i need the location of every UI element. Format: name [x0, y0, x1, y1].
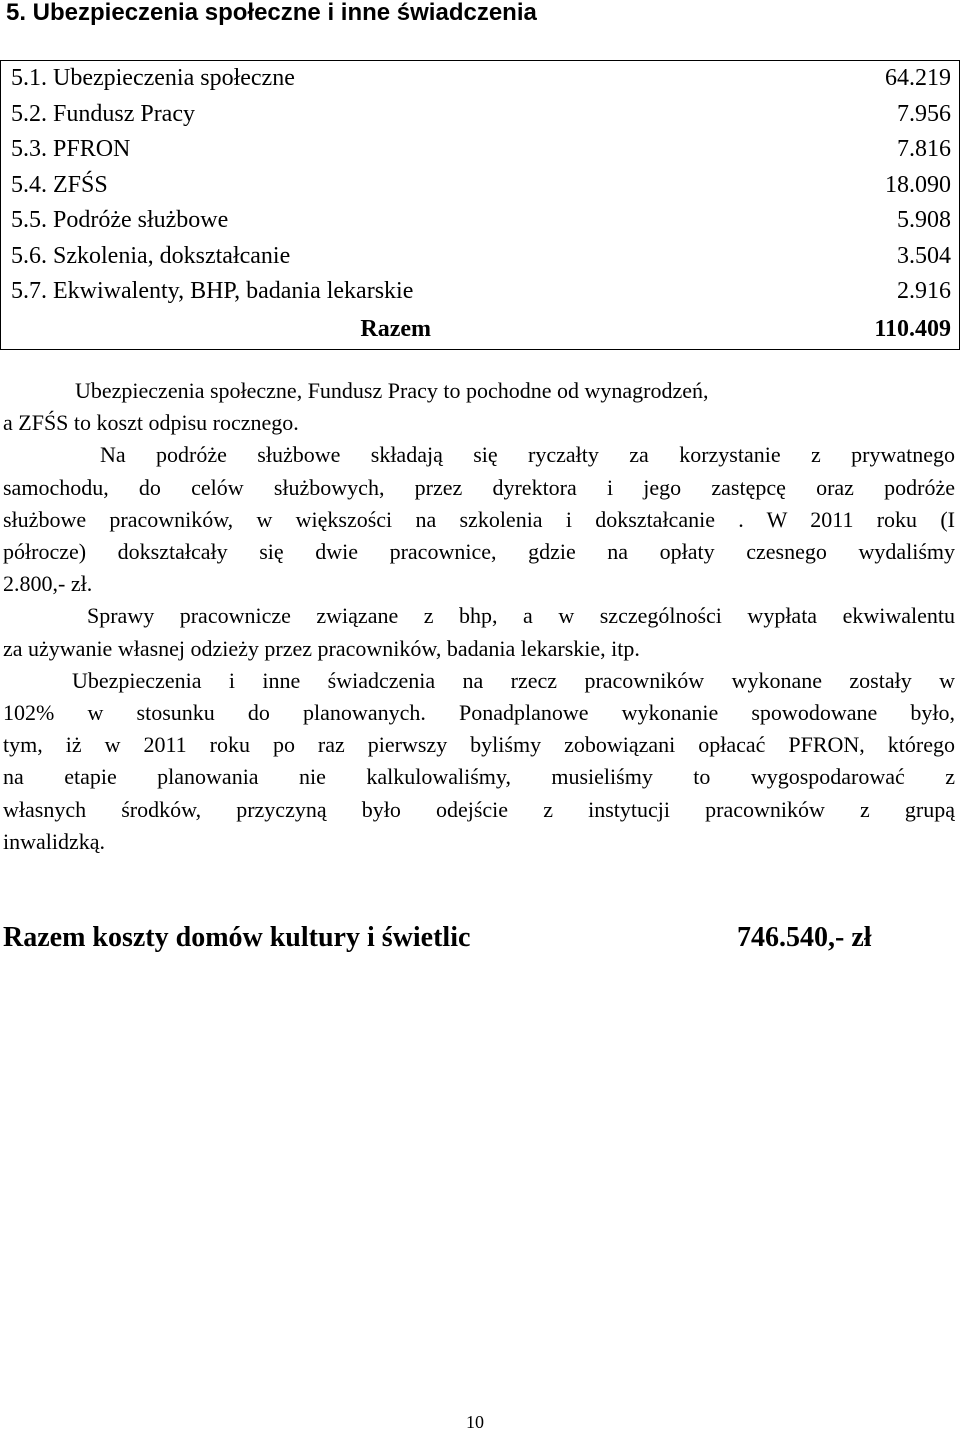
text-line: a ZFŚS to koszt odpisu rocznego.	[3, 410, 299, 436]
text-line: półrocze) dokształcały się dwie pracownice, gdzie na opłaty czesnego wydaliśmy	[3, 538, 955, 564]
total-row	[1, 310, 960, 350]
total-costs-summary	[3, 918, 903, 958]
total-label: Razem	[1, 310, 561, 350]
row-label: 5.7. Ekwiwalenty, BHP, badania lekarskie	[1, 274, 561, 310]
paragraph-execution	[3, 665, 955, 858]
row-value: 7.816	[561, 132, 960, 168]
row-value: 2.916	[561, 274, 960, 310]
row-value: 5.908	[561, 203, 960, 239]
total-value: 110.409	[561, 310, 960, 350]
text-line: Sprawy pracownicze związane z bhp, a w szczególności wypłata ekwiwalentu	[87, 603, 955, 629]
text-line: 102% w stosunku do planowanych. Ponadplanowe wykonanie spowodowane było,	[3, 699, 955, 725]
row-label: 5.6. Szkolenia, dokształcanie	[1, 239, 561, 275]
text-line: tym, iż w 2011 roku po raz pierwszy byliśmy zobowiązani opłacać PFRON, którego	[3, 732, 955, 758]
text-line: Na podróże służbowe składają się ryczałty za korzystanie z prywatnego	[100, 442, 955, 468]
text-line: własnych środków, przyczyną było odejście z instytucji pracowników z grupą	[3, 796, 955, 822]
cost-table	[0, 60, 960, 350]
summary-label: Razem koszty domów kultury i świetlic	[3, 922, 471, 953]
paragraph-contributions	[3, 375, 955, 439]
text-line: za używanie własnej odzieży przez pracowników, badania lekarskie, itp.	[3, 635, 640, 661]
table-row	[1, 97, 960, 133]
row-label: 5.1. Ubezpieczenia społeczne	[1, 61, 561, 97]
section-heading: 5. Ubezpieczenia społeczne i inne świadczenia	[6, 0, 537, 26]
row-label: 5.2. Fundusz Pracy	[1, 97, 561, 133]
text-line: służbowe pracowników, w większości na szkolenia i dokształcanie . W 2011 roku (I	[3, 506, 955, 532]
description-text	[3, 375, 955, 858]
row-label: 5.5. Podróże służbowe	[1, 203, 561, 239]
text-line: Ubezpieczenia i inne świadczenia na rzecz pracowników wykonane zostały w	[72, 667, 955, 693]
row-label: 5.3. PFRON	[1, 132, 561, 168]
table-row	[1, 168, 960, 204]
row-value: 7.956	[561, 97, 960, 133]
row-value: 3.504	[561, 239, 960, 275]
page-number: 10	[466, 1412, 484, 1432]
row-value: 18.090	[561, 168, 960, 204]
row-value: 64.219	[561, 61, 960, 97]
text-line: 2.800,- zł.	[3, 571, 93, 597]
table-row	[1, 239, 960, 275]
text-line: inwalidzką.	[3, 828, 106, 854]
table-row	[1, 274, 960, 310]
paragraph-health-safety	[3, 600, 955, 664]
text-line: na etapie planowania nie kalkulowaliśmy, musieliśmy to wygospodarować z	[3, 764, 955, 790]
row-label: 5.4. ZFŚS	[1, 168, 561, 204]
text-line: Ubezpieczenia społeczne, Fundusz Pracy to pochodne od wynagrodzeń,	[75, 378, 709, 403]
table-row	[1, 132, 960, 168]
text-line: samochodu, do celów służbowych, przez dyrektora i jego zastępcę oraz podróże	[3, 474, 955, 500]
paragraph-business-travel	[3, 439, 955, 600]
summary-amount: 746.540,- zł	[737, 922, 872, 953]
table-row	[1, 61, 960, 97]
table-row	[1, 203, 960, 239]
